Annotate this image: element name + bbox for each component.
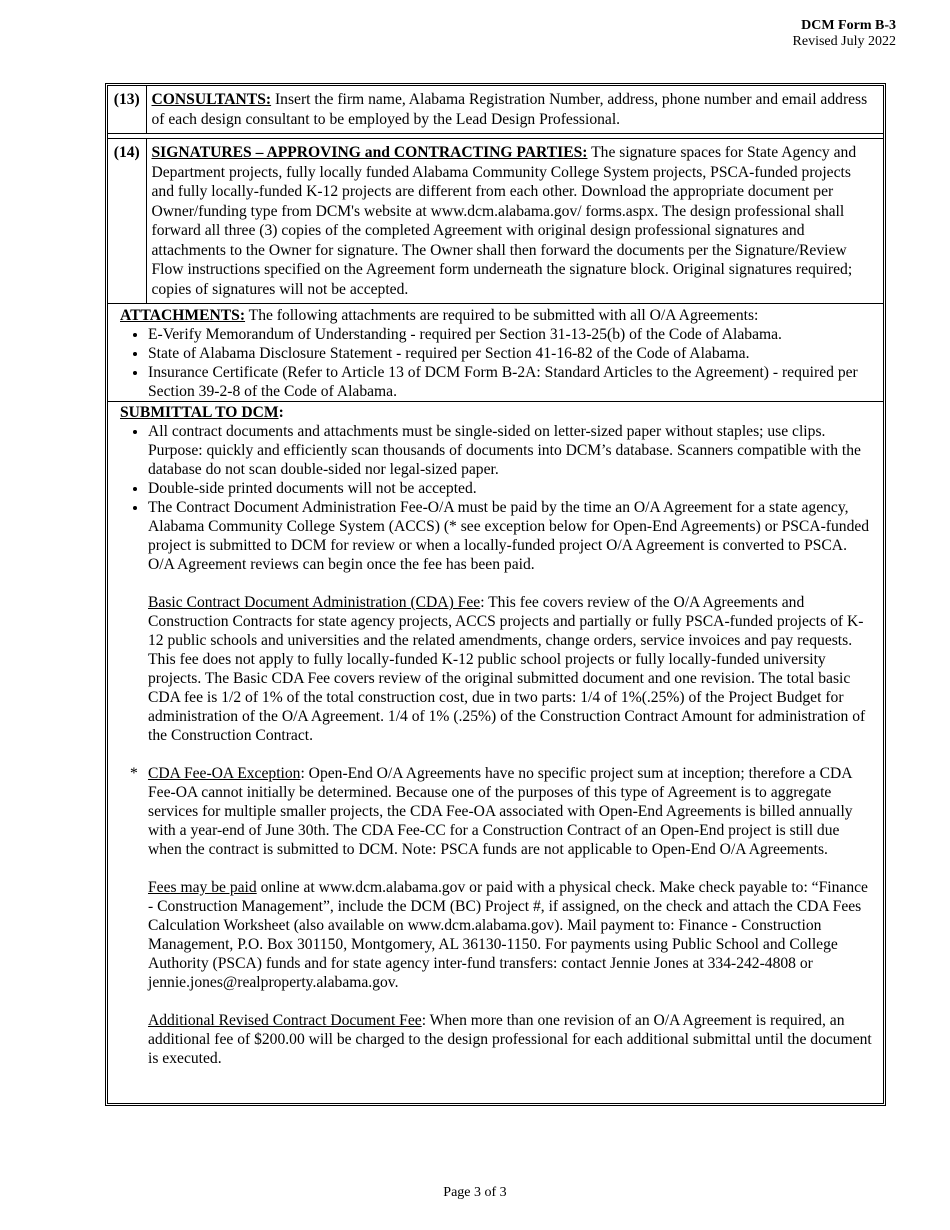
revision-date: Revised July 2022 <box>792 34 896 49</box>
attachments-heading: ATTACHMENTS: <box>120 307 246 324</box>
list-item: • All contract documents and attachments must be single-sided on letter-sized paper without staples; use clips. Purpose: quickly and efficiently scan thousands of documents into DCM’s database. Scanners compatible with the database do not scan double-sided nor legal-sized paper. <box>148 422 875 479</box>
instructions-box <box>105 83 886 1106</box>
basic-fee-paragraph <box>148 593 875 745</box>
list-item: • Double-side printed documents will not be accepted. <box>148 479 875 498</box>
exception-star: * <box>130 765 138 782</box>
item-body: The signature spaces for State Agency and Department projects, fully locally funded Alabama Community College System projects, PSCA-funded projects and fully locally-funded K-12 projects are different from each other. Download the appropriate document per Owner/funding type from DCM's website at www.dcm.alabama.gov/ forms.aspx. The design professional shall forward all three (3) copies of the completed Agreement with original design professional signatures and attachments to the Owner for signature. The Owner shall then forward the documents per the Signature/Review Flow instructions specified on the Agreement form underneath the signature block. Original signatures required; copies of signatures will not be accepted. <box>151 144 857 298</box>
list-item: • E-Verify Memorandum of Understanding - required per Section 31-13-25(b) of the Code of Alabama. <box>148 325 875 344</box>
fees-paragraph <box>148 878 875 992</box>
page-number: Page 3 of 3 <box>443 1185 507 1200</box>
exception-text: : Open-End O/A Agreements have no specific project sum at inception; therefore a CDA Fee-OA cannot initially be determined. Because one of the purposes of this type of Agreement is to aggregate services for multiple smaller projects, the CDA Fee-OA associated with Open-End Agreements is billed annually with a year-end of June 30th. The CDA Fee-CC for a Construction Contract of an Open-End project is still due when the contract is submitted to DCM. Note: PSCA funds are not applicable to Open-End O/A Agreements. <box>148 765 853 858</box>
submittal-title <box>120 403 875 422</box>
list-item: • Insurance Certificate (Refer to Article 13 of DCM Form B-2A: Standard Articles to the Agreement) - required per Section 39-2-8 of the Code of Alabama. <box>148 363 875 401</box>
exception-paragraph <box>130 764 875 859</box>
submittal-section <box>108 402 883 1068</box>
item-text <box>146 139 883 304</box>
item-text <box>146 86 883 134</box>
item-number: (14) <box>108 139 146 304</box>
attachments-section <box>108 304 883 402</box>
list-item: • State of Alabama Disclosure Statement - required per Section 41-16-82 of the Code of Alabama. <box>148 344 875 363</box>
attachments-list <box>120 325 875 401</box>
basic-fee-label: Basic Contract Document Administration (CDA) Fee <box>148 594 481 611</box>
form-id: DCM Form B-3 <box>801 18 896 33</box>
fees-label: Fees may be paid <box>148 879 257 896</box>
basic-fee-text: : This fee covers review of the O/A Agreements and Construction Contracts for state agency projects, ACCS projects and partially or fully PSCA-funded projects of K-12 public schools and universities and the related amendments, change orders, service invoices and pay requests. This fee does not apply to fully locally-funded K-12 public school projects or fully locally-funded university projects. The Basic CDA Fee covers review of the original submitted document and one revision. The total basic CDA fee is 1/2 of 1% of the total construction cost, due in two parts: 1/4 of 1%(.25%) of the Project Budget for administration of the O/A Agreement. 1/4 of 1% (.25%) of the Construction Contract Amount for administration of the Construction Contract. <box>148 594 866 744</box>
revised-fee-label: Additional Revised Contract Document Fee <box>148 1012 422 1029</box>
revised-fee-text: : When more than one revision of an O/A Agreement is required, an additional fee of $200.00 will be charged to the design professional for each additional submittal until the document is executed. <box>148 1012 872 1067</box>
revised-fee-paragraph <box>148 1011 875 1068</box>
submittal-list <box>120 422 875 574</box>
list-item: • The Contract Document Administration Fee-O/A must be paid by the time an O/A Agreement for a state agency, Alabama Community College System (ACCS) (* see exception below for Open-End Agreements) or PSCA-funded project is submitted to DCM for review or when a locally-funded project O/A Agreement is converted to PSCA. O/A Agreement reviews can begin once the fee has been paid. <box>148 498 875 574</box>
fees-text: online at www.dcm.alabama.gov or paid with a physical check. Make check payable to: “Finance - Construction Management”, include the DCM (BC) Project #, if assigned, on the check and attach the CDA Fees Calculation Worksheet (also available on www.dcm.alabama.gov). Mail payment to: Finance - Construction Management, P.O. Box 301150, Montgomery, AL 36130-1150. For payments using Public School and College Authority (PSCA) funds and for state agency inter-fund transfers: contact Jennie Jones at 334-242-4808 or jennie.jones@realproperty.alabama.gov. <box>148 879 868 991</box>
attachments-intro-text: The following attachments are required to be submitted with all O/A Agreements: <box>245 307 759 324</box>
numbered-items-table <box>108 86 883 304</box>
submittal-colon: : <box>278 404 284 421</box>
submittal-heading: SUBMITTAL TO DCM <box>120 404 279 421</box>
item-14 <box>108 139 883 304</box>
item-13 <box>108 86 883 134</box>
exception-label: CDA Fee-OA Exception <box>148 765 301 782</box>
attachments-intro <box>120 306 875 325</box>
item-heading: CONSULTANTS: <box>151 91 272 108</box>
item-heading: SIGNATURES – APPROVING and CONTRACTING PARTIES: <box>151 144 588 161</box>
form-header <box>793 18 896 50</box>
item-number: (13) <box>108 86 146 134</box>
item-body: Insert the firm name, Alabama Registration Number, address, phone number and email address of each design consultant to be employed by the Lead Design Professional. <box>151 91 868 128</box>
